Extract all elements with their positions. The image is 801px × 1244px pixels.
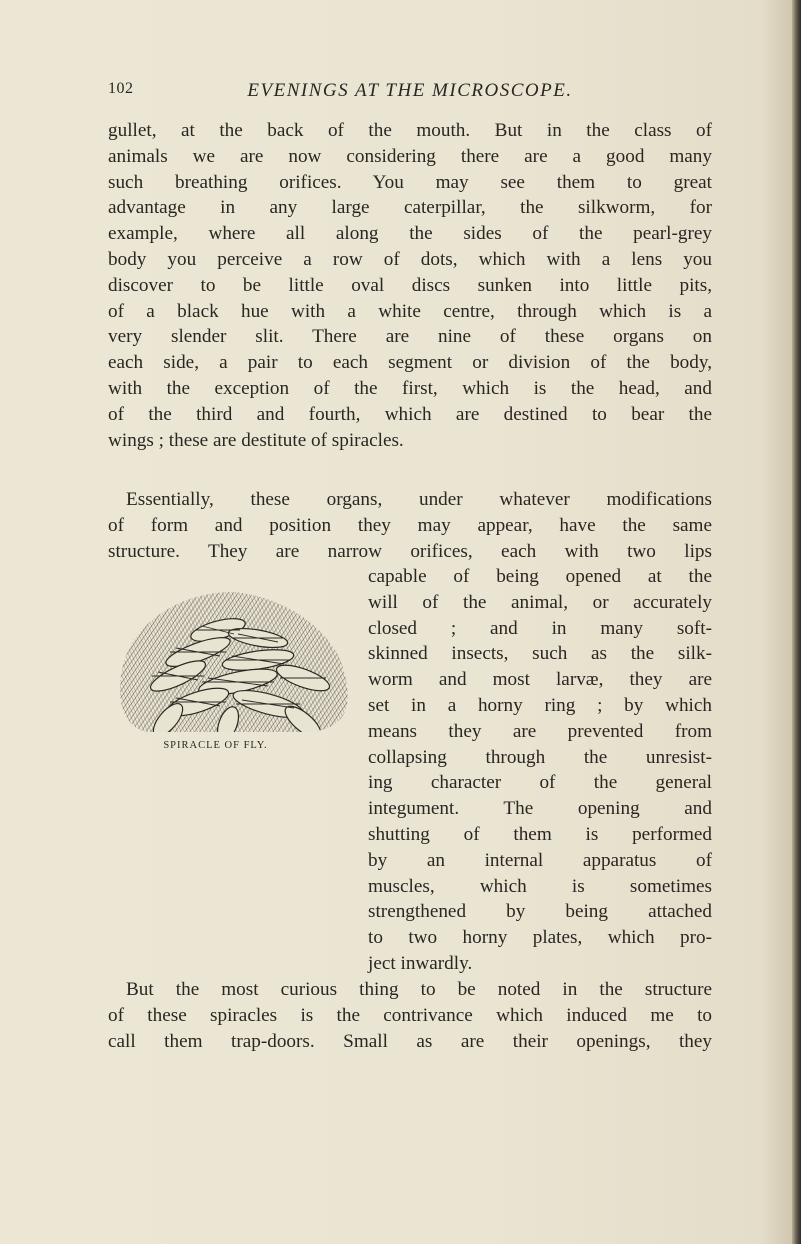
text-line: ject inwardly. bbox=[368, 952, 473, 974]
text-line: gullet, at the back of the mouth. But in the class of bbox=[108, 120, 712, 141]
text-line: set in a horny ring ; by which bbox=[368, 694, 712, 716]
text-line: animals we are now considering there are a good many bbox=[108, 145, 712, 167]
text-line: structure. They are narrow orifices, each with two lips bbox=[108, 540, 712, 562]
text-line: of these spiracles is the contrivance which induced me to bbox=[108, 1004, 712, 1026]
text-line: will of the animal, or accurately bbox=[368, 591, 712, 613]
text-line: worm and most larvæ, they are bbox=[368, 669, 712, 691]
paragraph-2-wrap bbox=[368, 564, 712, 977]
text-line: of form and position they may appear, have the same bbox=[108, 514, 712, 536]
text-line: to two horny plates, which pro- bbox=[368, 927, 712, 949]
text-line: shutting of them is performed bbox=[368, 823, 712, 845]
text-line: means they are prevented from bbox=[368, 720, 712, 742]
text-line: discover to be little oval discs sunken into little pits, bbox=[108, 274, 712, 296]
text-line: muscles, which is sometimes bbox=[368, 875, 712, 897]
paragraph-3 bbox=[108, 977, 712, 1054]
running-title: EVENINGS AT THE MICROSCOPE. bbox=[247, 80, 573, 101]
text-line: capable of being opened at the bbox=[368, 566, 712, 587]
text-line: closed ; and in many soft- bbox=[368, 617, 712, 639]
page-header bbox=[108, 80, 712, 106]
text-line: strengthened by being attached bbox=[368, 901, 712, 923]
text-line: with the exception of the first, which is the head, and bbox=[108, 377, 712, 399]
text-line: by an internal apparatus of bbox=[368, 849, 712, 871]
text-line: of the third and fourth, which are destined to bear the bbox=[108, 403, 712, 425]
text-line: ing character of the general bbox=[368, 772, 712, 794]
text-line: each side, a pair to each segment or division of the body, bbox=[108, 352, 712, 374]
text-line: body you perceive a row of dots, which with a lens you bbox=[108, 248, 712, 270]
text-line: wings ; these are destitute of spiracles. bbox=[108, 429, 404, 451]
text-line: skinned insects, such as the silk- bbox=[368, 643, 712, 665]
text-line: But the most curious thing to be noted in the structure bbox=[126, 979, 712, 1000]
text-line: Essentially, these organs, under whatever modifications bbox=[126, 489, 712, 510]
text-line: of a black hue with a white centre, through which is a bbox=[108, 300, 712, 322]
text-line: example, where all along the sides of the pearl-grey bbox=[108, 223, 712, 245]
text-line: such breathing orifices. You may see them to great bbox=[108, 171, 712, 193]
figure-caption: SPIRACLE OF FLY. bbox=[163, 740, 268, 751]
figure bbox=[108, 590, 358, 750]
text-line: integument. The opening and bbox=[368, 798, 712, 820]
page-edge-shadow bbox=[792, 0, 801, 1244]
text-line: collapsing through the unresist- bbox=[368, 746, 712, 768]
text-line: advantage in any large caterpillar, the silkworm, for bbox=[108, 197, 712, 219]
page-number: 102 bbox=[108, 80, 134, 97]
spiracle-illustration bbox=[108, 590, 358, 735]
paragraph-1 bbox=[108, 118, 712, 453]
text-line: very slender slit. There are nine of these organs on bbox=[108, 326, 712, 348]
text-line: call them trap-doors. Small as are their openings, they bbox=[108, 1030, 712, 1052]
paragraph-2-top bbox=[108, 487, 712, 564]
